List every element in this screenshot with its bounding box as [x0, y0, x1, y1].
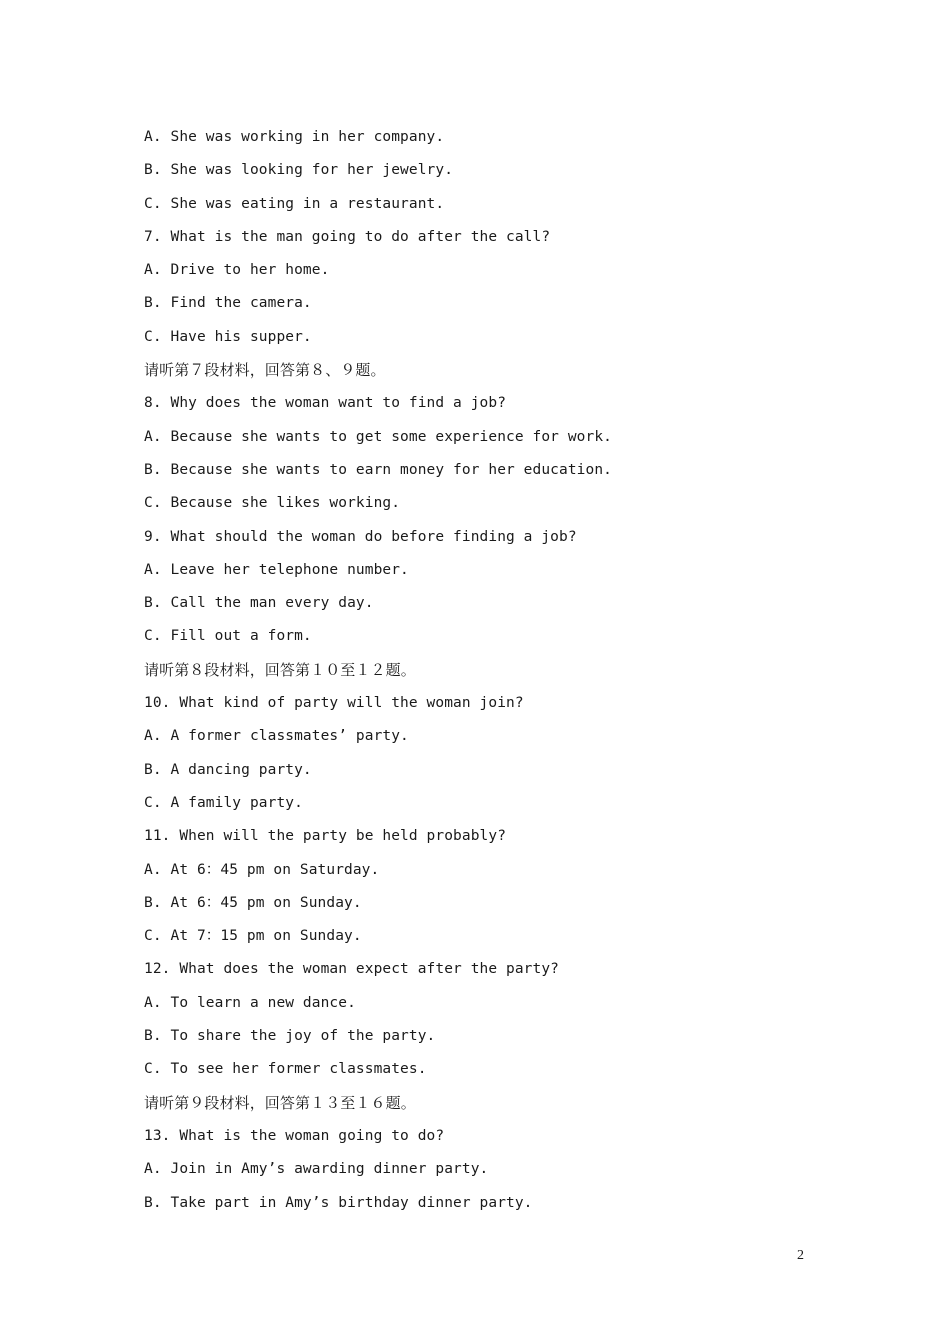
option-line: C. Because she likes working.	[144, 495, 401, 512]
section-instruction: 请听第７段材料，回答第８、９题。	[144, 361, 386, 380]
option-line: A. Leave her telephone number.	[144, 561, 409, 578]
section-instruction: 请听第８段材料，回答第１０至１２题。	[144, 660, 416, 679]
question-line: 10. What kind of party will the woman join?	[144, 695, 524, 712]
question-line: 13. What is the woman going to do?	[144, 1127, 445, 1144]
option-line: B. A dancing party.	[144, 761, 312, 778]
option-line: A. A former classmates’ party.	[144, 728, 409, 745]
option-line: C. A family party.	[144, 794, 303, 811]
page-number: 2	[797, 1248, 804, 1263]
section-instruction: 请听第９段材料，回答第１３至１６题。	[144, 1093, 416, 1112]
option-line: A. She was working in her company.	[144, 129, 445, 145]
option-line: B. Call the man every day.	[144, 595, 374, 612]
question-line: 7. What is the man going to do after the call?	[144, 228, 551, 245]
option-line: C. Have his supper.	[144, 328, 312, 345]
option-line: B. Find the camera.	[144, 295, 312, 312]
option-line: A. Because she wants to get some experience for work.	[144, 428, 612, 445]
option-line: A. Join in Amy’s awarding dinner party.	[144, 1161, 489, 1178]
option-line: B. She was looking for her jewelry.	[144, 162, 454, 179]
option-line: B. At 6：45 pm on Sunday.	[144, 894, 362, 911]
question-line: 12. What does the woman expect after the party?	[144, 961, 559, 978]
option-line: C. Fill out a form.	[144, 628, 312, 645]
option-line: A. Drive to her home.	[144, 262, 330, 279]
option-line: B. To share the joy of the party.	[144, 1028, 436, 1045]
option-line: A. To learn a new dance.	[144, 994, 356, 1011]
option-line: C. She was eating in a restaurant.	[144, 195, 445, 212]
option-line: C. At 7：15 pm on Sunday.	[144, 928, 362, 945]
option-line: C. To see her former classmates.	[144, 1061, 427, 1078]
question-line: 9. What should the woman do before finding a job?	[144, 528, 577, 545]
question-line: 8. Why does the woman want to find a job?	[144, 395, 507, 412]
option-line: B. Because she wants to earn money for her education.	[144, 461, 612, 478]
question-line: 11. When will the party be held probably?	[144, 828, 507, 845]
question-list	[144, 124, 844, 1223]
option-line: A. At 6：45 pm on Saturday.	[144, 861, 380, 878]
option-line: B. Take part in Amy’s birthday dinner party.	[144, 1194, 533, 1211]
